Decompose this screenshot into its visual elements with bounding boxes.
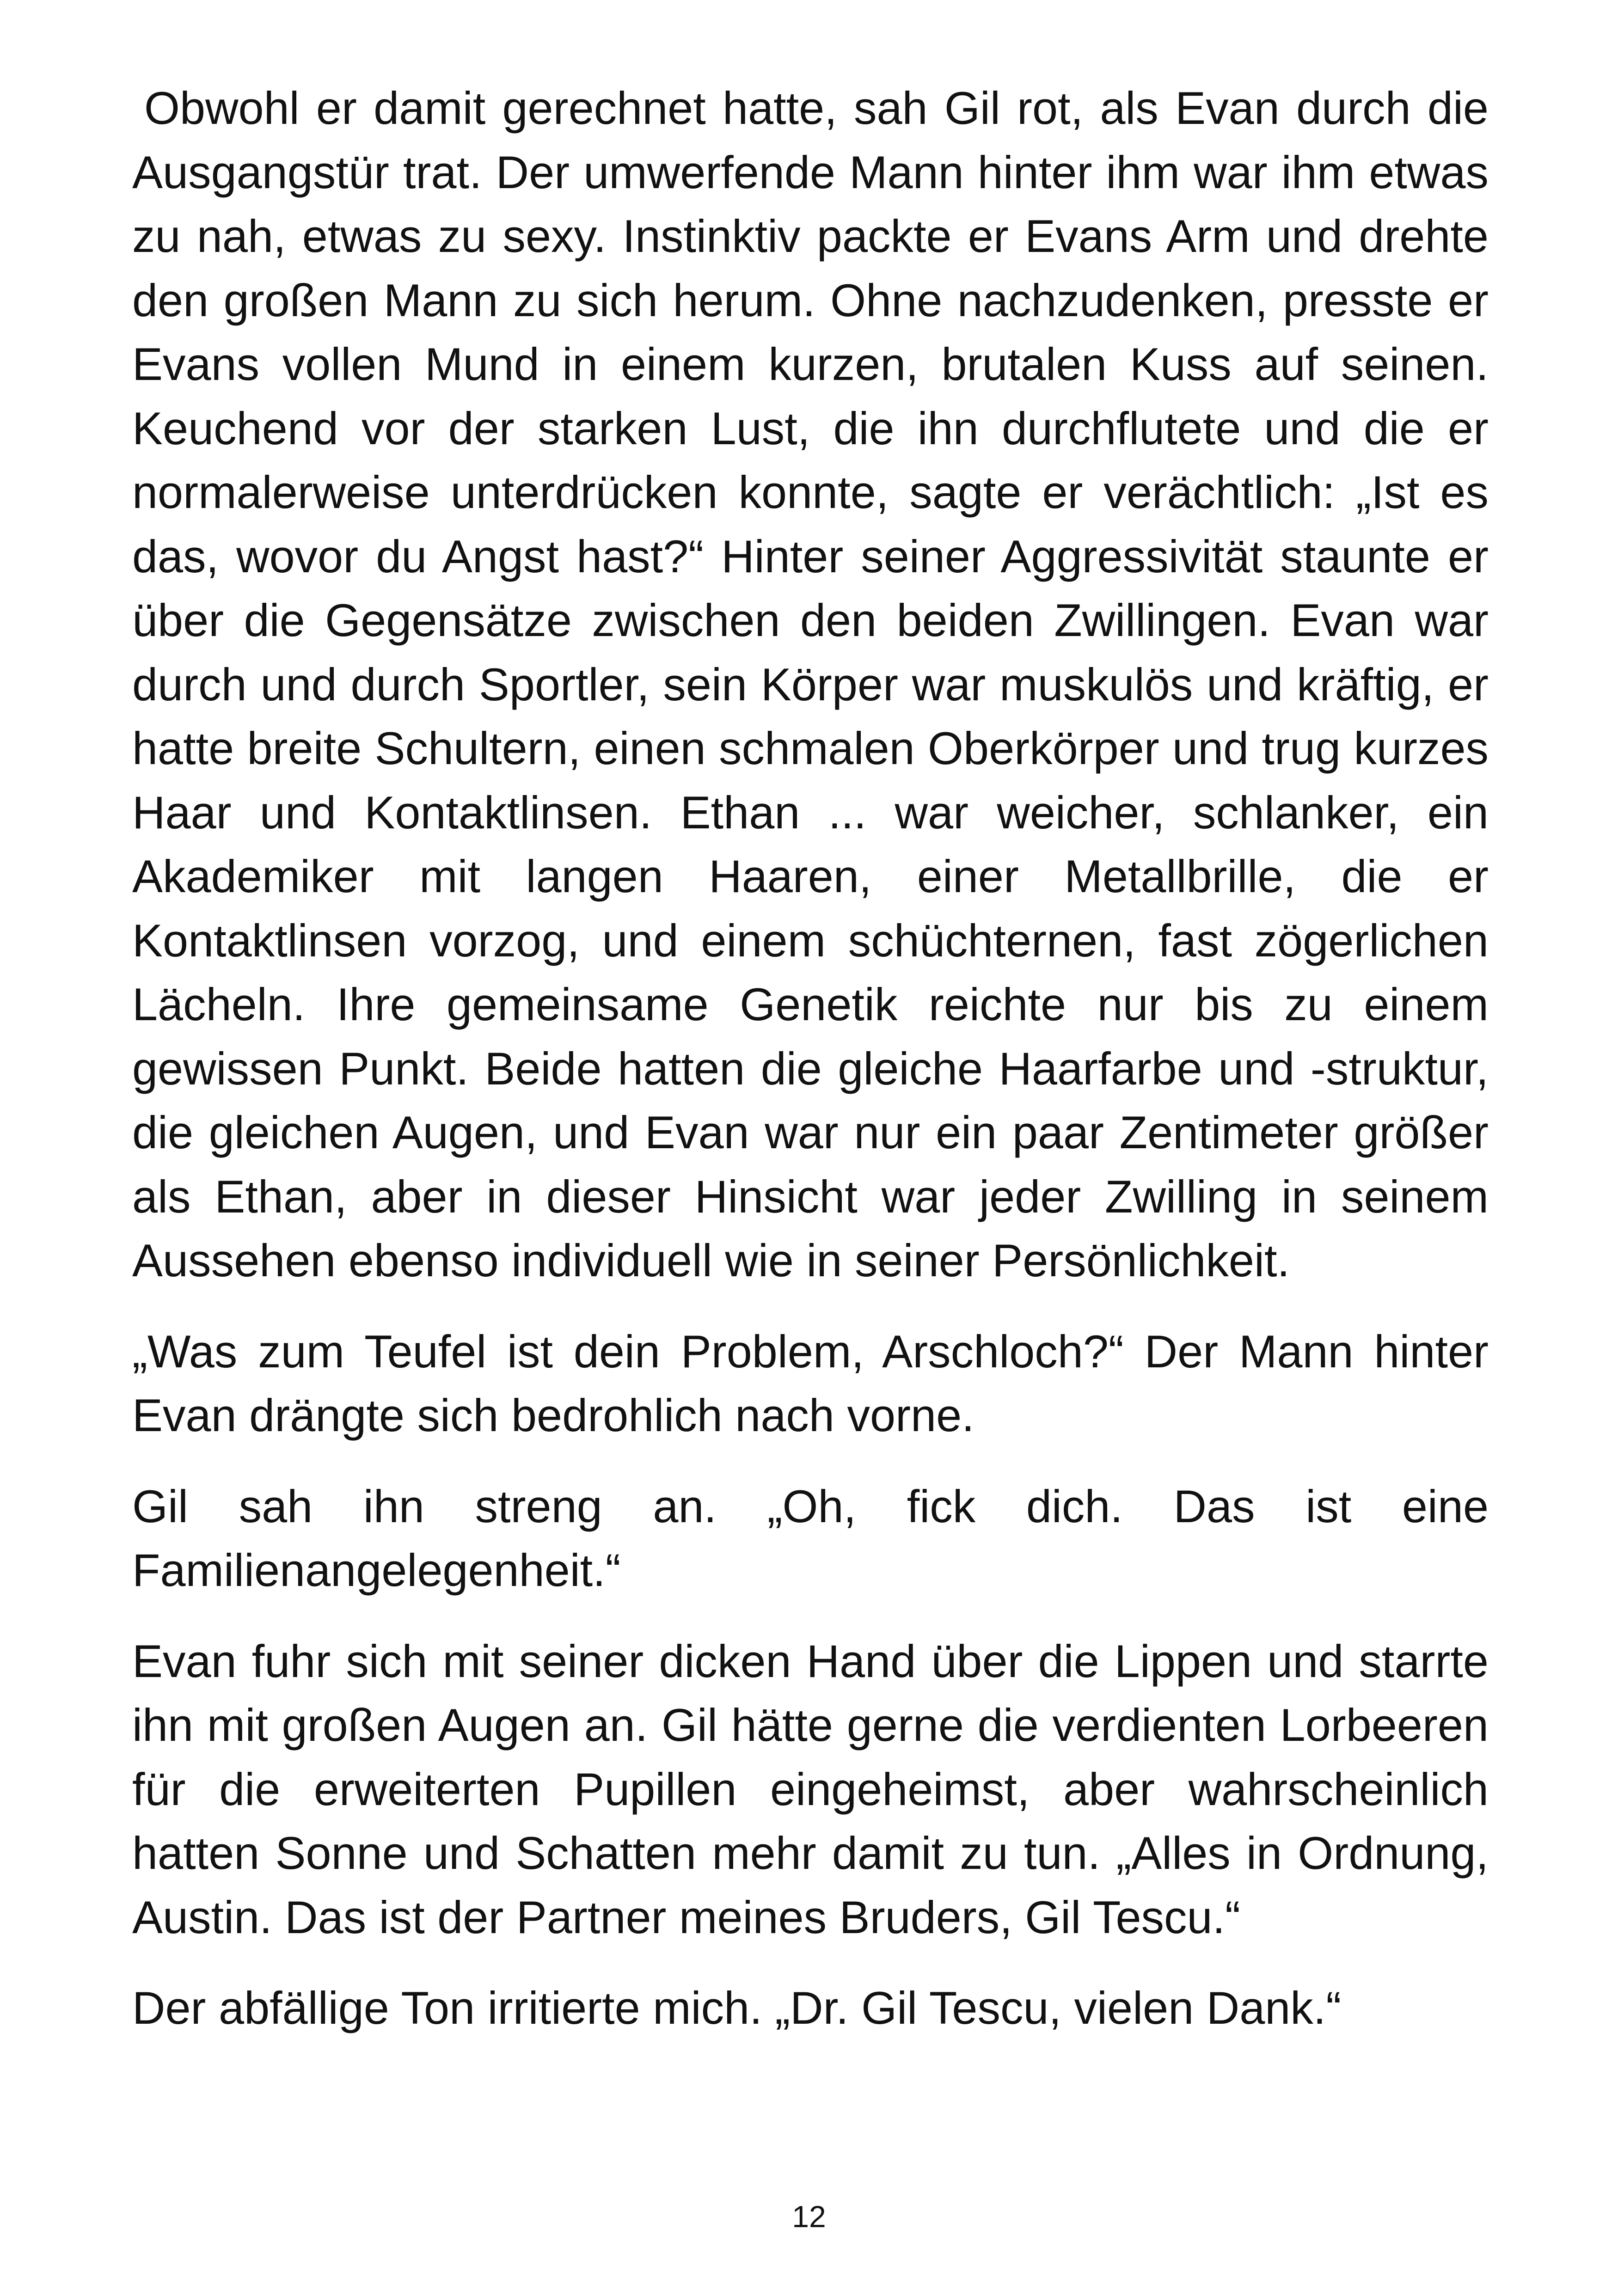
paragraph-2: „Was zum Teufel ist dein Problem, Arschloch?“ Der Mann hinter Evan drängte sich bedrohlich nach vorne.: [132, 1325, 1489, 1441]
paragraph-4: Evan fuhr sich mit seiner dicken Hand über die Lippen und starrte ihn mit großen Augen an. Gil hätte gerne die verdienten Lorbeeren für die erweiterten Pupillen eingeheimst, aber wahrscheinlich hatten Sonne und Schatten mehr damit zu tun. „Alles in Ordnung, Austin. Das ist der Partner meines Bruders, Gil Tescu.“: [132, 1635, 1489, 1943]
paragraph-5: Der abfällige Ton irritierte mich. „Dr. Gil Tescu, vielen Dank.“: [132, 1982, 1342, 2033]
paragraph-1: Obwohl er damit gerechnet hatte, sah Gil rot, als Evan durch die Ausgangstür trat. Der umwerfende Mann hinter ihm war ihm etwas zu nah, etwas zu sexy. Instinktiv packte er Evans Arm und drehte den großen Mann zu sich herum. Ohne nachzudenken, presste er Evans vollen Mund in einem kurzen, brutalen Kuss auf seinen. Keuchend vor der starken Lust, die ihn durchflutete und die er normalerweise unterdrücken konnte, sagte er verächtlich: „Ist es das, wovor du Angst hast?“ Hinter seiner Aggressivität staunte er über die Gegensätze zwischen den beiden Zwillingen. Evan war durch und durch Sportler, sein Körper war muskulös und kräftig, er hatte breite Schultern, einen schmalen Oberkörper und trug kurzes Haar und Kontaktlinsen. Ethan ... war weicher, schlanker, ein Akademiker mit langen Haaren, einer Metallbrille, die er Kontaktlinsen vorzog, und einem schüchternen, fast zögerlichen Lächeln. Ihre gemeinsame Genetik reichte nur bis zu einem gewissen Punkt. Beide hatten die gleiche Haarfarbe und -struktur, die gleichen Augen, und Evan war nur ein paar Zentimeter größer als Ethan, aber in dieser Hinsicht war jeder Zwilling in seinem Aussehen ebenso individuell wie in seiner Persönlichkeit.: [132, 82, 1489, 1286]
paragraph-3: Gil sah ihn streng an. „Oh, fick dich. Das ist eine Familienangelegenheit.“: [132, 1480, 1489, 1596]
page-number: 12: [792, 2199, 826, 2234]
body-text: [132, 76, 1489, 2067]
